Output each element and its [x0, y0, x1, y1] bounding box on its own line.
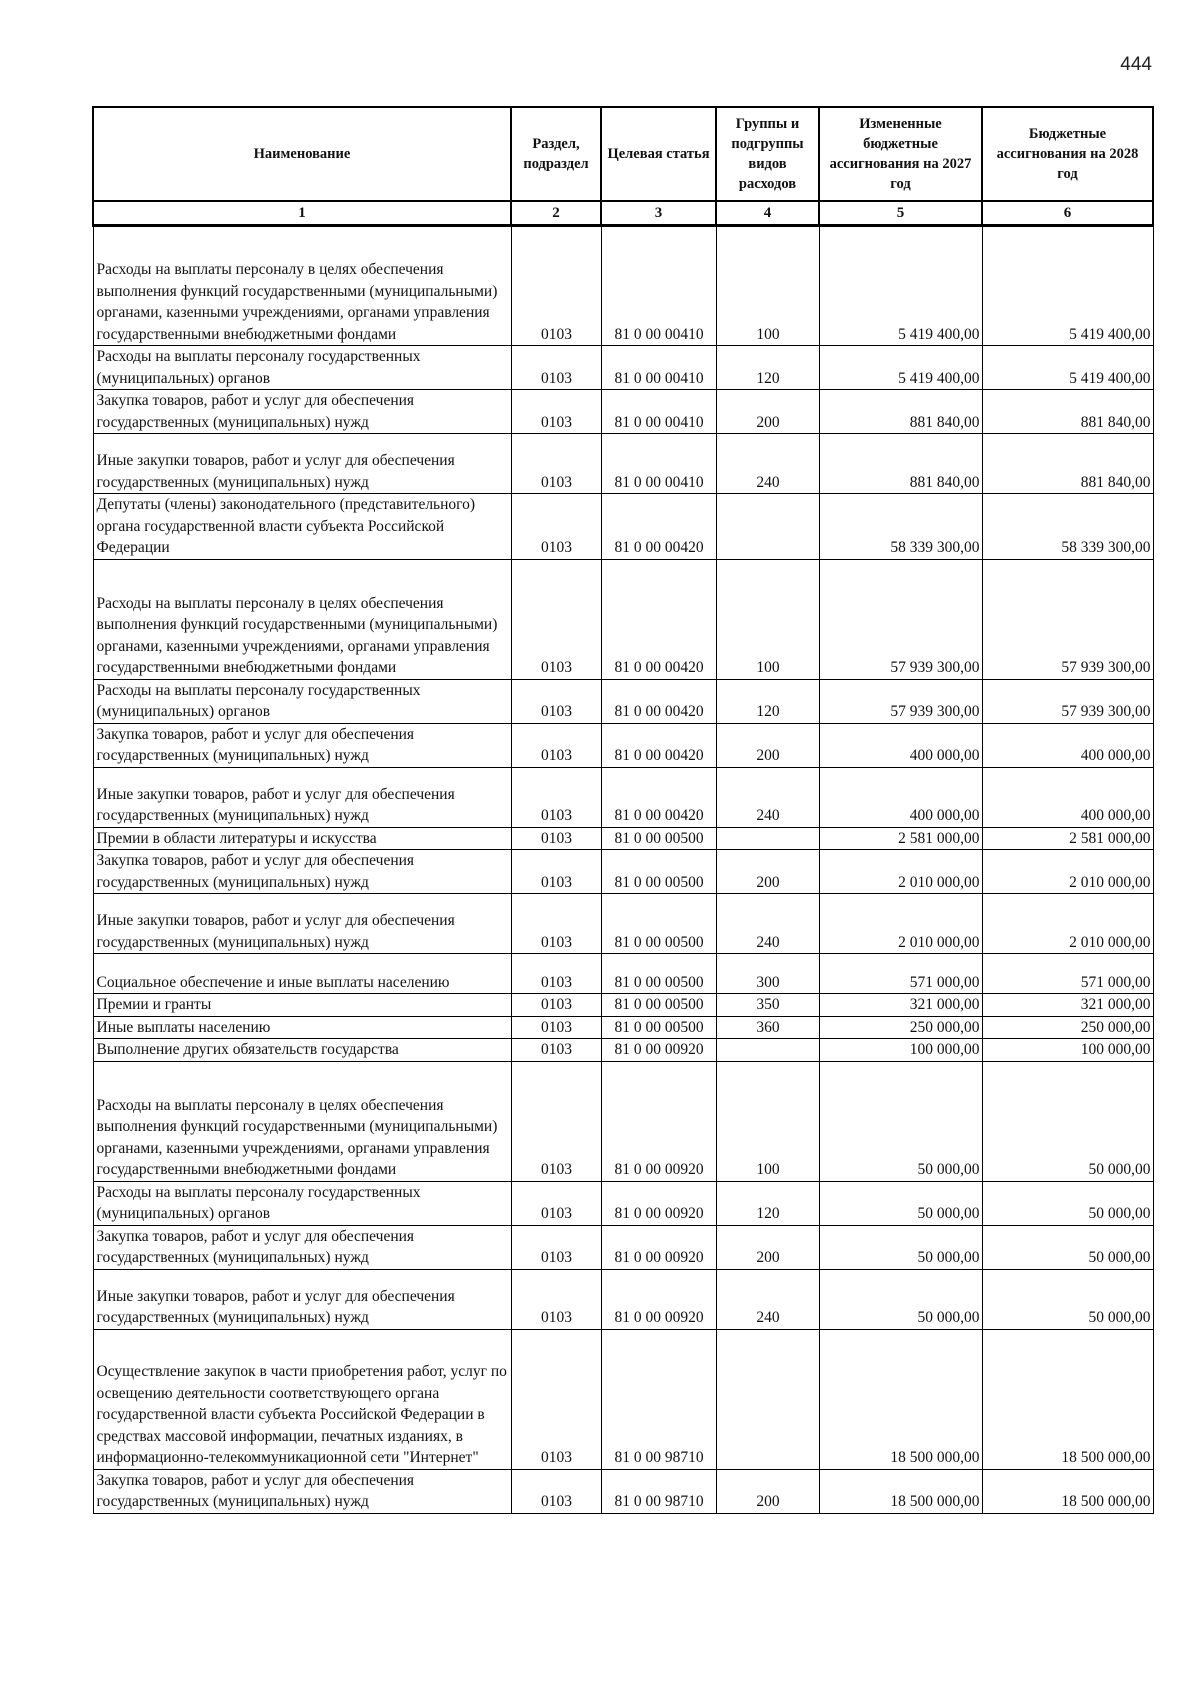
row-section: 0103 — [511, 226, 601, 346]
row-name: Расходы на выплаты персоналу государственных (муниципальных) органов — [93, 1181, 511, 1225]
row-section: 0103 — [511, 850, 601, 894]
row-name: Расходы на выплаты персоналу в целях обеспечения выполнения функций государственными (муниципальными) органами, казенными учреждениями, органами управления государственными внебюджетными фондами — [93, 1061, 511, 1181]
row-name: Расходы на выплаты персоналу в целях обеспечения выполнения функций государственными (муниципальными) органами, казенными учреждениями, органами управления государственными внебюджетными фондами — [93, 226, 511, 346]
row-amount-2028: 57 939 300,00 — [982, 679, 1153, 723]
row-amount-2028: 881 840,00 — [982, 434, 1153, 494]
row-expense-group: 120 — [716, 1181, 819, 1225]
row-section: 0103 — [511, 1329, 601, 1469]
row-expense-group: 120 — [716, 679, 819, 723]
row-expense-group: 360 — [716, 1016, 819, 1039]
row-section: 0103 — [511, 723, 601, 767]
row-section: 0103 — [511, 1039, 601, 1062]
row-expense-group: 300 — [716, 954, 819, 994]
header-amount-2027: Измененные бюджетные ассигнования на 2027 год — [819, 107, 982, 201]
row-name: Депутаты (члены) законодательного (представительного) органа государственной власти субъекта Российской Федерации — [93, 494, 511, 560]
row-amount-2027: 2 581 000,00 — [819, 827, 982, 850]
row-amount-2027: 250 000,00 — [819, 1016, 982, 1039]
row-expense-group: 100 — [716, 1061, 819, 1181]
row-expense-group — [716, 494, 819, 560]
row-amount-2028: 321 000,00 — [982, 994, 1153, 1017]
row-amount-2028: 50 000,00 — [982, 1061, 1153, 1181]
row-name: Иные закупки товаров, работ и услуг для обеспечения государственных (муниципальных) нужд — [93, 1269, 511, 1329]
row-expense-group: 200 — [716, 390, 819, 434]
row-amount-2027: 2 010 000,00 — [819, 850, 982, 894]
row-name: Премии и гранты — [93, 994, 511, 1017]
page-number: 444 — [1120, 54, 1152, 75]
row-target-article: 81 0 00 00500 — [601, 894, 716, 954]
row-amount-2027: 57 939 300,00 — [819, 679, 982, 723]
row-amount-2028: 57 939 300,00 — [982, 559, 1153, 679]
row-name: Расходы на выплаты персоналу государственных (муниципальных) органов — [93, 346, 511, 390]
table-row — [93, 954, 1153, 994]
column-number: 3 — [601, 201, 716, 226]
row-name: Иные закупки товаров, работ и услуг для обеспечения государственных (муниципальных) нужд — [93, 434, 511, 494]
row-target-article: 81 0 00 00920 — [601, 1225, 716, 1269]
header-target-article: Целевая статья — [601, 107, 716, 201]
row-section: 0103 — [511, 559, 601, 679]
table-row — [93, 494, 1153, 560]
row-amount-2027: 57 939 300,00 — [819, 559, 982, 679]
row-amount-2028: 50 000,00 — [982, 1269, 1153, 1329]
header-section: Раздел, подраздел — [511, 107, 601, 201]
table-row — [93, 679, 1153, 723]
table-row — [93, 226, 1153, 346]
row-name: Расходы на выплаты персоналу в целях обеспечения выполнения функций государственными (муниципальными) органами, казенными учреждениями, органами управления государственными внебюджетными фондами — [93, 559, 511, 679]
row-expense-group — [716, 1039, 819, 1062]
header-amount-2028: Бюджетные ассигнования на 2028 год — [982, 107, 1153, 201]
row-expense-group: 240 — [716, 434, 819, 494]
row-amount-2027: 5 419 400,00 — [819, 226, 982, 346]
row-target-article: 81 0 00 00920 — [601, 1039, 716, 1062]
row-section: 0103 — [511, 954, 601, 994]
row-amount-2028: 2 581 000,00 — [982, 827, 1153, 850]
row-expense-group: 240 — [716, 1269, 819, 1329]
row-name: Закупка товаров, работ и услуг для обеспечения государственных (муниципальных) нужд — [93, 723, 511, 767]
row-amount-2028: 5 419 400,00 — [982, 226, 1153, 346]
row-amount-2027: 400 000,00 — [819, 767, 982, 827]
row-amount-2027: 50 000,00 — [819, 1269, 982, 1329]
table-row — [93, 1269, 1153, 1329]
row-expense-group — [716, 827, 819, 850]
row-name: Закупка товаров, работ и услуг для обеспечения государственных (муниципальных) нужд — [93, 850, 511, 894]
column-number: 6 — [982, 201, 1153, 226]
budget-table — [92, 106, 1154, 1514]
row-section: 0103 — [511, 1469, 601, 1513]
row-expense-group — [716, 1329, 819, 1469]
table-row — [93, 1329, 1153, 1469]
row-target-article: 81 0 00 00420 — [601, 723, 716, 767]
row-amount-2027: 18 500 000,00 — [819, 1469, 982, 1513]
row-target-article: 81 0 00 00410 — [601, 346, 716, 390]
row-amount-2027: 50 000,00 — [819, 1061, 982, 1181]
row-section: 0103 — [511, 1061, 601, 1181]
table-row — [93, 850, 1153, 894]
table-row — [93, 434, 1153, 494]
row-amount-2028: 2 010 000,00 — [982, 850, 1153, 894]
row-amount-2028: 50 000,00 — [982, 1181, 1153, 1225]
row-section: 0103 — [511, 390, 601, 434]
row-target-article: 81 0 00 98710 — [601, 1329, 716, 1469]
row-amount-2027: 881 840,00 — [819, 434, 982, 494]
table-row — [93, 994, 1153, 1017]
row-target-article: 81 0 00 00920 — [601, 1269, 716, 1329]
row-target-article: 81 0 00 00500 — [601, 954, 716, 994]
row-target-article: 81 0 00 00410 — [601, 434, 716, 494]
row-expense-group: 240 — [716, 767, 819, 827]
column-number: 2 — [511, 201, 601, 226]
row-amount-2027: 50 000,00 — [819, 1181, 982, 1225]
row-amount-2028: 400 000,00 — [982, 723, 1153, 767]
row-amount-2027: 50 000,00 — [819, 1225, 982, 1269]
row-amount-2028: 2 010 000,00 — [982, 894, 1153, 954]
row-name: Выполнение других обязательств государства — [93, 1039, 511, 1062]
row-name: Закупка товаров, работ и услуг для обеспечения государственных (муниципальных) нужд — [93, 1225, 511, 1269]
row-expense-group: 200 — [716, 850, 819, 894]
table-row — [93, 559, 1153, 679]
row-target-article: 81 0 00 00500 — [601, 827, 716, 850]
row-amount-2027: 58 339 300,00 — [819, 494, 982, 560]
row-target-article: 81 0 00 00920 — [601, 1061, 716, 1181]
row-expense-group: 350 — [716, 994, 819, 1017]
row-amount-2027: 400 000,00 — [819, 723, 982, 767]
table-body — [93, 226, 1153, 1514]
row-amount-2028: 400 000,00 — [982, 767, 1153, 827]
row-amount-2028: 5 419 400,00 — [982, 346, 1153, 390]
row-target-article: 81 0 00 00420 — [601, 767, 716, 827]
table-row — [93, 1181, 1153, 1225]
table-row — [93, 1225, 1153, 1269]
row-name: Расходы на выплаты персоналу государственных (муниципальных) органов — [93, 679, 511, 723]
row-target-article: 81 0 00 98710 — [601, 1469, 716, 1513]
row-section: 0103 — [511, 1181, 601, 1225]
table-row — [93, 723, 1153, 767]
row-amount-2027: 881 840,00 — [819, 390, 982, 434]
row-expense-group: 100 — [716, 226, 819, 346]
column-number: 1 — [93, 201, 511, 226]
row-amount-2028: 100 000,00 — [982, 1039, 1153, 1062]
row-target-article: 81 0 00 00410 — [601, 390, 716, 434]
row-expense-group: 200 — [716, 1469, 819, 1513]
row-expense-group: 200 — [716, 1225, 819, 1269]
row-name: Осуществление закупок в части приобретения работ, услуг по освещению деятельности соответствующего органа государственной власти субъекта Российской Федерации в средствах массовой информации, печатных изданиях, в информационно-телекоммуникационной сети "Интернет" — [93, 1329, 511, 1469]
row-name: Иные выплаты населению — [93, 1016, 511, 1039]
column-number: 5 — [819, 201, 982, 226]
row-target-article: 81 0 00 00420 — [601, 559, 716, 679]
row-amount-2028: 58 339 300,00 — [982, 494, 1153, 560]
row-target-article: 81 0 00 00500 — [601, 850, 716, 894]
row-expense-group: 240 — [716, 894, 819, 954]
row-expense-group: 200 — [716, 723, 819, 767]
row-amount-2027: 321 000,00 — [819, 994, 982, 1017]
row-amount-2028: 18 500 000,00 — [982, 1469, 1153, 1513]
row-name: Иные закупки товаров, работ и услуг для обеспечения государственных (муниципальных) нужд — [93, 767, 511, 827]
row-amount-2027: 100 000,00 — [819, 1039, 982, 1062]
row-amount-2027: 571 000,00 — [819, 954, 982, 994]
row-target-article: 81 0 00 00420 — [601, 679, 716, 723]
row-amount-2028: 571 000,00 — [982, 954, 1153, 994]
row-name: Премии в области литературы и искусства — [93, 827, 511, 850]
row-target-article: 81 0 00 00500 — [601, 1016, 716, 1039]
row-amount-2027: 5 419 400,00 — [819, 346, 982, 390]
row-section: 0103 — [511, 894, 601, 954]
row-amount-2028: 18 500 000,00 — [982, 1329, 1153, 1469]
row-expense-group: 120 — [716, 346, 819, 390]
row-section: 0103 — [511, 994, 601, 1017]
row-amount-2028: 250 000,00 — [982, 1016, 1153, 1039]
row-section: 0103 — [511, 346, 601, 390]
row-section: 0103 — [511, 494, 601, 560]
table-row — [93, 767, 1153, 827]
row-section: 0103 — [511, 1016, 601, 1039]
column-number-row — [93, 201, 1153, 226]
row-name: Закупка товаров, работ и услуг для обеспечения государственных (муниципальных) нужд — [93, 1469, 511, 1513]
row-amount-2028: 50 000,00 — [982, 1225, 1153, 1269]
table-row — [93, 1061, 1153, 1181]
row-amount-2027: 2 010 000,00 — [819, 894, 982, 954]
row-section: 0103 — [511, 679, 601, 723]
table-row — [93, 1469, 1153, 1513]
row-target-article: 81 0 00 00500 — [601, 994, 716, 1017]
row-section: 0103 — [511, 1225, 601, 1269]
row-target-article: 81 0 00 00420 — [601, 494, 716, 560]
row-name: Иные закупки товаров, работ и услуг для обеспечения государственных (муниципальных) нужд — [93, 894, 511, 954]
row-section: 0103 — [511, 434, 601, 494]
row-target-article: 81 0 00 00920 — [601, 1181, 716, 1225]
row-expense-group: 100 — [716, 559, 819, 679]
table-row — [93, 346, 1153, 390]
row-amount-2027: 18 500 000,00 — [819, 1329, 982, 1469]
row-section: 0103 — [511, 1269, 601, 1329]
column-number: 4 — [716, 201, 819, 226]
table-row — [93, 1016, 1153, 1039]
table-row — [93, 894, 1153, 954]
row-section: 0103 — [511, 827, 601, 850]
header-name: Наименование — [93, 107, 511, 201]
row-name: Закупка товаров, работ и услуг для обеспечения государственных (муниципальных) нужд — [93, 390, 511, 434]
table-header-row — [93, 107, 1153, 201]
row-name: Социальное обеспечение и иные выплаты населению — [93, 954, 511, 994]
row-amount-2028: 881 840,00 — [982, 390, 1153, 434]
table-row — [93, 390, 1153, 434]
row-section: 0103 — [511, 767, 601, 827]
table-row — [93, 1039, 1153, 1062]
row-target-article: 81 0 00 00410 — [601, 226, 716, 346]
header-expense-group: Группы и подгруппы видов расходов — [716, 107, 819, 201]
table-row — [93, 827, 1153, 850]
